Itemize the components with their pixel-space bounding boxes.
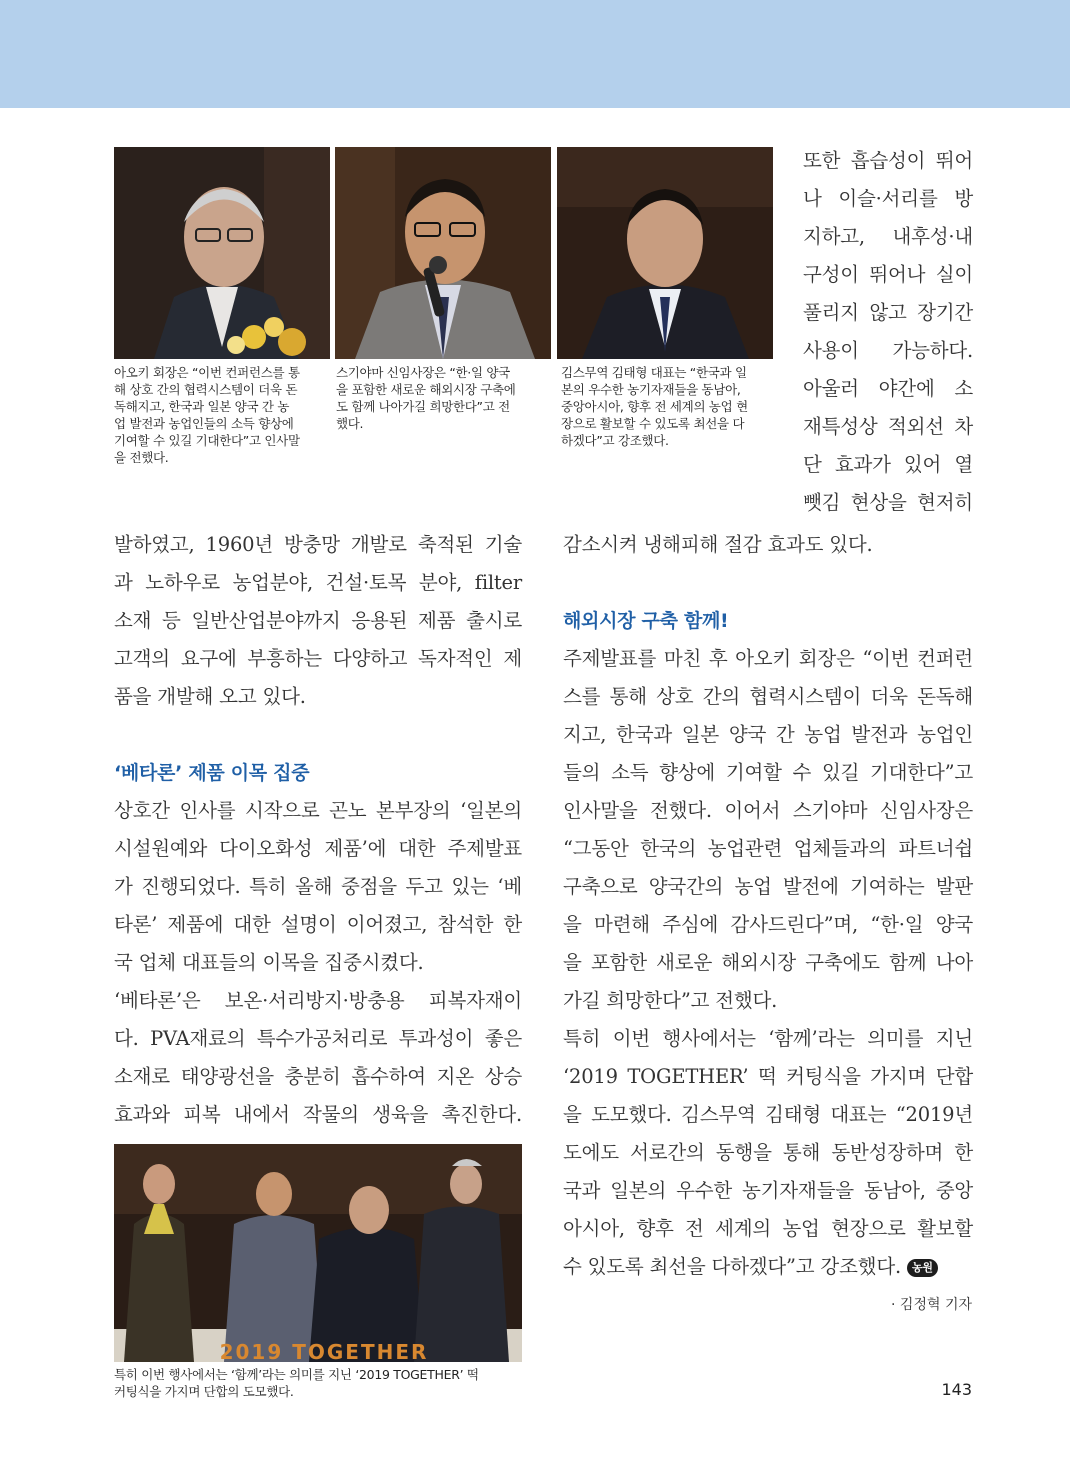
text-line: 들의 소득 향상에 기여할 수 있길 기대한다”고 xyxy=(563,761,973,784)
text-line: 도에도 서로간의 동행을 통해 동반성장하며 한 xyxy=(563,1141,973,1164)
text-line: 풀리지 않고 장기간 xyxy=(803,301,973,324)
caption-sugiyama: 스기야마 신임사장은 “한·일 양국 을 포함한 새로운 해외시장 구축에 도 함께 나아가길 희망한다”고 전 했다. xyxy=(336,365,516,431)
caption-cake-cutting: 특히 이번 행사에서는 ‘함께’라는 의미를 지닌 ‘2019 TOGETHER’ 떡 커팅식을 가지며 단합의 도모했다. xyxy=(114,1367,479,1399)
section-heading-overseas: 해외시장 구축 함께! xyxy=(563,610,729,632)
text-line: 사용이 가능하다. xyxy=(803,339,973,362)
photo-cake-cutting xyxy=(114,1144,522,1362)
text-line: 발하였고, 1960년 방충망 개발로 축적된 기술 xyxy=(114,533,522,556)
text-line: 뺏김 현상을 현저히 xyxy=(803,491,973,514)
text-line: 지하고, 내후성·내 xyxy=(803,225,973,248)
text-line: 가 진행되었다. 특히 올해 중점을 두고 있는 ‘베 xyxy=(114,875,522,898)
left-column xyxy=(114,526,522,1134)
text-line: 과 노하우로 농업분야, 건설·토목 분야, filter xyxy=(114,571,522,594)
text-line: 주제발표를 마친 후 아오키 회장은 “이번 컨퍼런 xyxy=(563,647,973,670)
byline: · 김정혁 기자 xyxy=(891,1297,972,1313)
caption-kim: 김스무역 김태형 대표는 “한국과 일 본의 우수한 농기자재들을 동남아, 중앙아시아, 향후 전 세계의 농업 현 장으로 활보할 수 있도록 최선을 다 하겠다”고 강조했다. xyxy=(561,365,748,448)
text-line: 고객의 요구에 부흥하는 다양하고 독자적인 제 xyxy=(114,647,522,670)
photo-sugiyama xyxy=(335,147,551,359)
section-heading-betaron: ‘베타론’ 제품 이목 집중 xyxy=(114,762,310,784)
text-line: 을 도모했다. 김스무역 김태형 대표는 “2019년 xyxy=(563,1103,973,1126)
text-line: 국과 일본의 우수한 농기자재들을 동남아, 중앙 xyxy=(563,1179,973,1202)
text-line: 품을 개발해 오고 있다. xyxy=(114,685,306,708)
text-line-last xyxy=(563,1248,973,1286)
text-line: 상호간 인사를 시작으로 곤노 본부장의 ‘일본의 xyxy=(114,799,522,822)
text-line: 다. PVA재료의 특수가공처리로 투과성이 좋은 xyxy=(114,1027,522,1050)
page-number: 143 xyxy=(941,1380,972,1399)
text-line: 또한 흡습성이 뛰어 xyxy=(803,149,973,172)
text-line: 아시아, 향후 전 세계의 농업 현장으로 활보할 xyxy=(563,1217,973,1240)
text-line: 을 포함한 새로운 해외시장 구축에도 함께 나아 xyxy=(563,951,973,974)
text-line: ‘베타론’은 보온·서리방지·방충용 피복자재이 xyxy=(114,989,522,1012)
right-column xyxy=(563,526,973,1286)
text-line: 소재 등 일반산업분야까지 응용된 제품 출시로 xyxy=(114,609,522,632)
text-line: 특히 이번 행사에서는 ‘함께’라는 의미를 지닌 xyxy=(563,1027,973,1050)
text-line: 타론’ 제품에 대한 설명이 이어졌고, 참석한 한 xyxy=(114,913,522,936)
top-right-column xyxy=(803,142,973,522)
text-line: 아울러 야간에 소 xyxy=(803,377,973,400)
final-sentence: 수 있도록 최선을 다하겠다”고 강조했다. xyxy=(563,1255,901,1278)
header-band xyxy=(0,0,1070,108)
text-line: 재특성상 적외선 차 xyxy=(803,415,973,438)
text-line: 가길 희망한다”고 전했다. xyxy=(563,989,778,1012)
text-line: 구축으로 양국간의 농업 발전에 기여하는 발판 xyxy=(563,875,973,898)
cake-text: 2019 TOGETHER xyxy=(219,1340,429,1362)
text-line: 국 업체 대표들의 이목을 집중시켰다. xyxy=(114,951,424,974)
text-line: 스를 통해 상호 간의 협력시스템이 더욱 돈독해 xyxy=(563,685,973,708)
publication-badge: 농원 xyxy=(907,1259,938,1277)
caption-aoki: 아오키 회장은 “이번 컨퍼런스를 통 해 상호 간의 협력시스템이 더욱 돈 독해지고, 한국과 일본 양국 간 농 업 발전과 농업인들의 소득 향상에 기여할 수 있길 기대한다”고 인사말 을 전했다. xyxy=(114,365,300,465)
text-line: “그동안 한국의 농업관련 업체들과의 파트너쉽 xyxy=(563,837,973,860)
text-line: 효과와 피복 내에서 작물의 생육을 촉진한다. xyxy=(114,1103,522,1126)
text-line: 감소시켜 냉해피해 절감 효과도 있다. xyxy=(563,533,873,556)
text-line: 단 효과가 있어 열 xyxy=(803,453,973,476)
text-line: 시설원예와 다이오화성 제품’에 대한 주제발표 xyxy=(114,837,522,860)
photo-aoki xyxy=(114,147,330,359)
text-line: 을 마련해 주심에 감사드린다”며, “한·일 양국 xyxy=(563,913,973,936)
text-line: 지고, 한국과 일본 양국 간 농업 발전과 농업인 xyxy=(563,723,973,746)
text-line: ‘2019 TOGETHER’ 떡 커팅식을 가지며 단합 xyxy=(563,1065,973,1088)
photo-kim xyxy=(557,147,773,359)
text-line: 구성이 뛰어나 실이 xyxy=(803,263,973,286)
text-line: 나 이슬·서리를 방 xyxy=(803,187,973,210)
text-line: 소재로 태양광선을 충분히 흡수하여 지온 상승 xyxy=(114,1065,522,1088)
text-line: 인사말을 전했다. 이어서 스기야마 신임사장은 xyxy=(563,799,973,822)
